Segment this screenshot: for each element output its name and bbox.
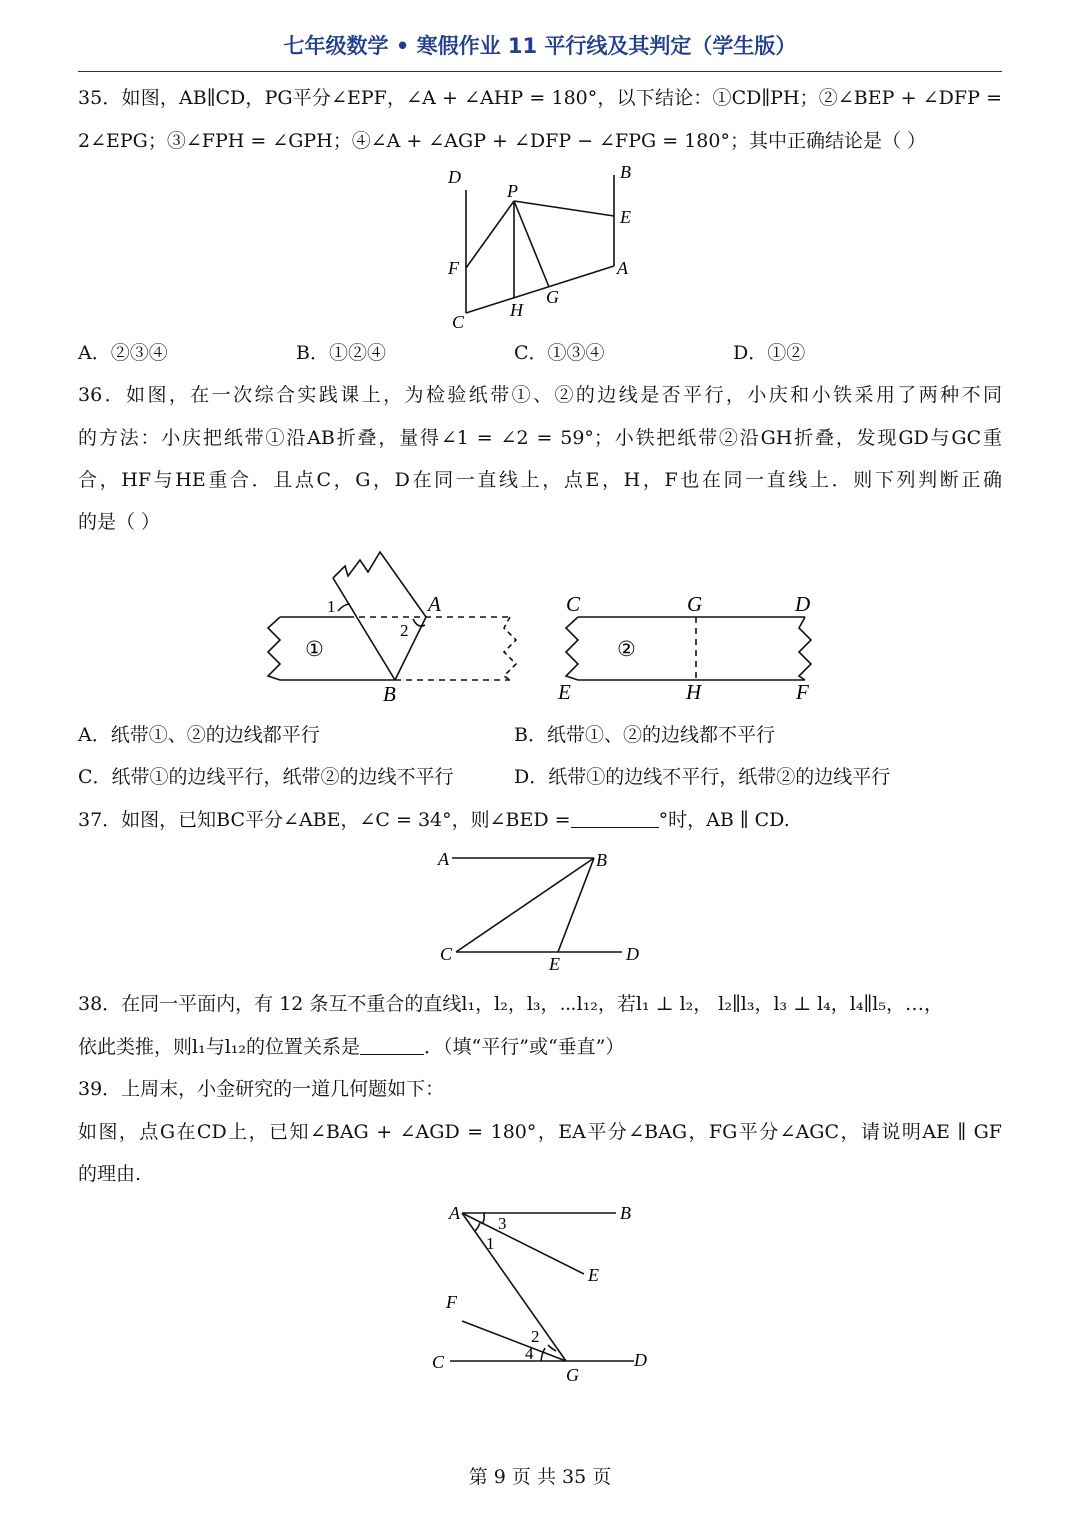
q37-text-after: °时，AB ∥ CD. [658, 809, 790, 831]
q35-option-c[interactable]: C．①③④ [514, 342, 605, 364]
q39-label-a: A [449, 1203, 460, 1223]
q35-option-a[interactable]: A．②③④ [78, 342, 168, 364]
q35-label-e: E [620, 207, 631, 227]
page-footer: 第 9 页 共 35 页 [468, 1466, 612, 1488]
q36-fig1-angle-2: 2 [400, 621, 409, 640]
q36-fig2-label-e: E [558, 680, 571, 704]
q39-label-g: G [566, 1365, 579, 1385]
page-title: 七年级数学 • 寒假作业 11 平行线及其判定（学生版） [283, 34, 797, 58]
q36-option-b[interactable]: B．纸带①、②的边线都不平行 [514, 724, 775, 746]
q35-label-h: H [510, 300, 523, 320]
q35-label-p: P [507, 181, 518, 201]
q36-fig2-strip-number: ② [617, 637, 636, 661]
q35-line-2: 2∠EPG；③∠FPH = ∠GPH；④∠A + ∠AGP + ∠DFP − ∠FPG = 180°；其中正确结论是（ ） [78, 130, 926, 152]
q35-label-f: F [448, 258, 459, 278]
q39-line-3: 的理由. [78, 1163, 142, 1185]
q36-fig1-strip-number: ① [305, 637, 324, 661]
q39-label-f: F [446, 1292, 457, 1312]
q36-fig1-angle-1: 1 [327, 597, 336, 616]
q35-label-g: G [546, 287, 559, 307]
q39-label-e: E [588, 1265, 599, 1285]
q39-angle-1: 1 [486, 1234, 495, 1253]
q35-label-b: B [620, 162, 631, 182]
q36-option-d[interactable]: D．纸带①的边线不平行，纸带②的边线平行 [514, 766, 891, 788]
q37-label-d: D [626, 944, 639, 964]
q39-line-1: 39．上周末，小金研究的一道几何题如下： [78, 1078, 445, 1100]
q35-label-d: D [448, 167, 461, 187]
q36-line-2: 的方法：小庆把纸带①沿AB折叠，量得∠1 = ∠2 = 59°；小铁把纸带②沿GH折叠，发现GD与GC重 [78, 427, 1002, 449]
q39-label-b: B [620, 1203, 631, 1223]
q35-line-1: 35．如图，AB∥CD，PG平分∠EPF，∠A + ∠AHP = 180°，以下结论：①CD∥PH；②∠BEP + ∠DFP = [78, 87, 1002, 109]
q39-label-c: C [432, 1352, 445, 1372]
q37-label-a: A [438, 849, 449, 869]
q35-option-b[interactable]: B．①②④ [296, 342, 386, 364]
q35-option-d[interactable]: D．①② [733, 342, 806, 364]
q36-fig2-label-f: F [796, 680, 809, 704]
q39-line-2: 如图，点G在CD上，已知∠BAG + ∠AGD = 180°，EA平分∠BAG，FG平分∠AGC，请说明AE ∥ GF [78, 1121, 1002, 1143]
q37-label-c: C [440, 944, 453, 964]
q35-label-a: A [617, 258, 628, 278]
q36-fig1-label-a: A [428, 592, 441, 616]
q36-option-c[interactable]: C．纸带①的边线平行，纸带②的边线不平行 [78, 766, 454, 788]
q39-angle-3: 3 [498, 1214, 507, 1233]
q36-line-3: 合，HF与HE重合．且点C，G，D在同一直线上，点E，H，F也在同一直线上．则下列判断正确 [78, 469, 1002, 491]
q37-label-e: E [549, 954, 560, 974]
q36-fig2-label-g: G [687, 592, 703, 616]
q36-fig2-label-h: H [686, 680, 702, 704]
q36-option-a[interactable]: A．纸带①、②的边线都平行 [78, 724, 320, 746]
q38-text-after: ．（填“平行”或“垂直”） [424, 1036, 625, 1058]
q37-text-before: 37．如图，已知BC平分∠ABE，∠C = 34°，则∠BED = [78, 809, 571, 831]
q35-label-c: C [452, 312, 465, 332]
q36-fig1-label-b: B [383, 682, 396, 706]
q39-angle-4: 4 [525, 1344, 534, 1363]
q36-line-1: 36．如图，在一次综合实践课上，为检验纸带①、②的边线是否平行，小庆和小铁采用了两种不同 [78, 384, 1002, 406]
q38-line-1: 38．在同一平面内，有 12 条互不重合的直线l₁，l₂，l₃，⋯l₁₂，若l₁ ⊥ l₂， l₂∥l₃，l₃ ⊥ l₄，l₄∥l₅，…， [78, 993, 943, 1015]
q36-line-4: 的是（ ） [78, 511, 161, 533]
q38-text-before: 依此类推，则l₁与l₁₂的位置关系是 [78, 1036, 361, 1058]
q36-fig2-label-c: C [566, 592, 581, 616]
q39-angle-2: 2 [531, 1327, 540, 1346]
q39-label-d: D [634, 1350, 647, 1370]
q37-label-b: B [596, 850, 607, 870]
q36-fig2-label-d: D [795, 592, 811, 616]
